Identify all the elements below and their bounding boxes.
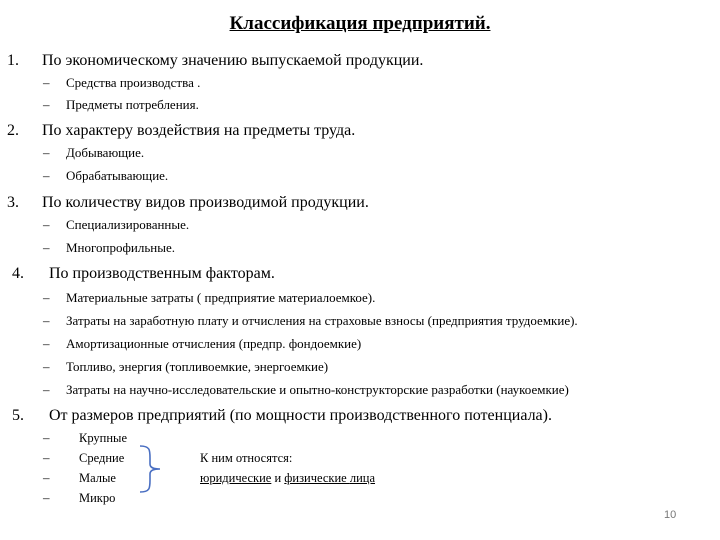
list-item: Крупные — [79, 431, 127, 445]
legal-persons-text: юридические — [200, 471, 272, 485]
list-item: Многопрофильные. — [66, 240, 175, 255]
persons-text: лица — [349, 471, 376, 485]
dash-bullet: – — [43, 217, 50, 232]
list-item: Затраты на заработную плату и отчисления на страховые взносы (предприятия трудоемкие). — [66, 313, 578, 328]
list-item: Материальные затраты ( предприятие материалоемкое). — [66, 290, 376, 305]
dash-bullet: – — [43, 382, 50, 397]
page-number: 10 — [664, 509, 677, 521]
curly-brace-icon — [138, 444, 164, 494]
dash-bullet: – — [43, 145, 50, 160]
dash-bullet: – — [43, 359, 50, 374]
section-number: 5. — [12, 407, 24, 424]
physical-persons-text: физические — [284, 471, 350, 485]
list-item: Добывающие. — [66, 145, 145, 160]
section-number: 4. — [12, 265, 24, 282]
section-heading: По количеству видов производимой продукции. — [42, 194, 369, 211]
list-item: Затраты на научно-исследовательские и опытно-конструкторские разработки (наукоемкие) — [66, 382, 569, 397]
list-item: Топливо, энергия (топливоемкие, энергоемкие) — [66, 359, 329, 374]
list-item: Микро — [79, 491, 116, 505]
section-number: 3. — [7, 194, 19, 211]
dash-bullet: – — [43, 490, 50, 505]
section-heading: По производственным факторам. — [49, 265, 275, 282]
size-note-line: К ним относятся: — [200, 451, 293, 465]
list-item: Амортизационные отчисления (предпр. фондоемкие) — [66, 336, 362, 351]
section-heading: От размеров предприятий (по мощности производственного потенциала). — [49, 407, 552, 424]
section-heading: По экономическому значению выпускаемой продукции. — [42, 52, 424, 69]
dash-bullet: – — [43, 450, 50, 465]
section-heading: По характеру воздействия на предметы труда. — [42, 122, 356, 139]
list-item: Специализированные. — [66, 217, 190, 232]
dash-bullet: – — [43, 97, 50, 112]
list-item: Средние — [79, 451, 125, 465]
dash-bullet: – — [43, 75, 50, 90]
page-title: Классификация предприятий. — [229, 13, 491, 34]
section-number: 2. — [7, 122, 19, 139]
list-item: Средства производства . — [66, 75, 201, 90]
list-item: Предметы потребления. — [66, 97, 199, 112]
dash-bullet: – — [43, 168, 50, 183]
dash-bullet: – — [43, 470, 50, 485]
list-item: Малые — [79, 471, 116, 485]
conjunction-text: и — [271, 471, 285, 485]
dash-bullet: – — [43, 313, 50, 328]
list-item: Обрабатывающие. — [66, 168, 169, 183]
dash-bullet: – — [43, 336, 50, 351]
size-note-persons — [200, 470, 375, 486]
dash-bullet: – — [43, 430, 50, 445]
section-number: 1. — [7, 52, 19, 69]
dash-bullet: – — [43, 240, 50, 255]
dash-bullet: – — [43, 290, 50, 305]
